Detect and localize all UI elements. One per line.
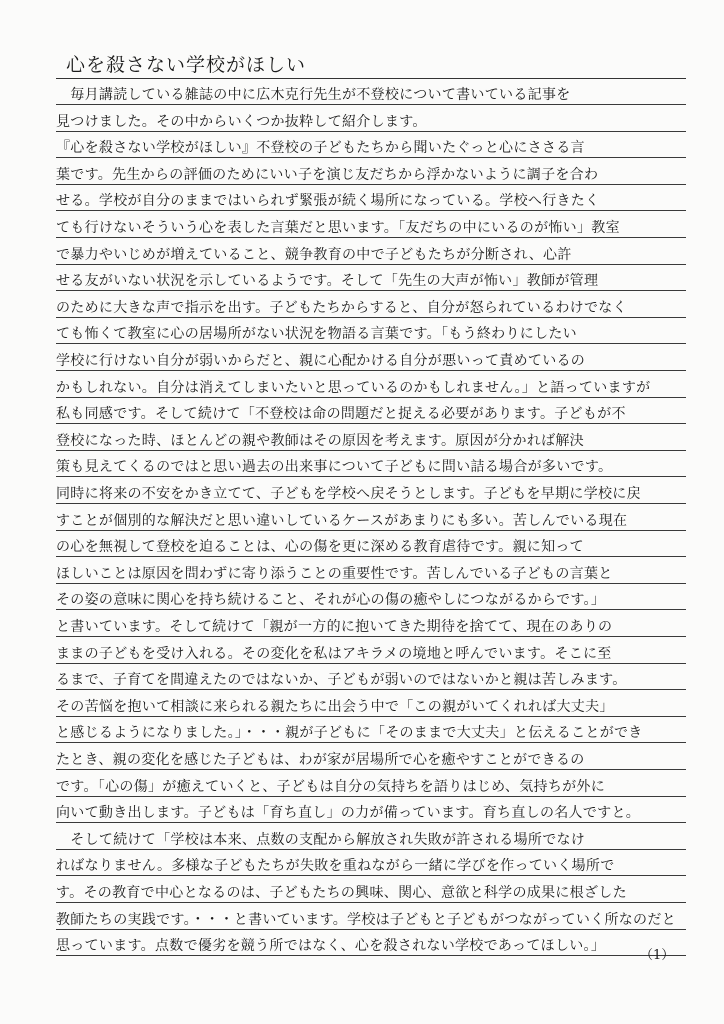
ruled-line [56,716,686,717]
text-line: 策も見えてくるのではと思い過去の出来事について子どもに問い詰る場合が多いです。 [56,459,613,476]
text-line: ままの子どもを受け入れる。その変化を私はアキラメの境地と呼んでいます。そこに至 [56,645,612,662]
text-line: のために大きな声で指示を出す。子どもたちからすると、自分が怒られているわけでなく [56,299,627,316]
ruled-line [56,476,686,477]
ruled-line [56,530,686,531]
ruled-line [56,503,686,504]
text-line: 同時に将来の不安をかき立てて、子どもを学校へ戻そうとします。子どもを早期に学校に戻 [56,486,641,502]
ruled-line [56,317,686,318]
text-line: その苦悩を抱いて相談に来られる親たちに出会う中で「この親がいてくれれば大丈夫」 [56,698,614,715]
ruled-line [56,663,686,664]
ruled-line [56,157,686,158]
ruled-line [56,397,686,398]
ruled-line [56,556,686,557]
ruled-line [56,689,686,690]
ruled-line [56,929,686,930]
text-line: るまで、子育てを間違えたのではないか、子どもが弱いのではないかと親は苦しみます。 [56,672,627,689]
text-line: せる。学校が自分のままではいられず緊張が続く場所になっている。学校へ行きたく [56,193,600,210]
text-line: と書いています。そして続けて「親が一方的に抱いてきた期待を捨てて、現在のありの [56,619,613,635]
text-line: 『心を殺さない学校がほしい』不登校の子どもたちから聞いたぐっと心にささる言 [56,140,585,157]
ruled-line [56,583,686,584]
text-line: 登校になった時、ほとんどの親や教師はその原因を考えます。原因が分かれば解決 [56,432,584,449]
text-line: 毎月講読している雑誌の中に広木克行先生が不登校について書いている記事を [56,87,571,103]
text-line: の心を無視して登校を迫ることは、心の傷を更に深める教育虐待です。親に知って [56,539,584,556]
ruled-line [56,423,686,424]
text-line: 私も同感です。そして続けて「不登校は命の問題だと捉える必要があります。子どもが不 [56,406,626,423]
title-underline [56,78,686,79]
text-line: 見つけました。その中からいくつか抜粋して紹介します。 [56,113,427,130]
page-title: 心を殺さない学校がほしい [66,54,307,76]
ruled-line [56,769,686,770]
ruled-line [56,849,686,850]
text-line: ても行けないそういう心を表した言葉だと思います。「友だちの中にいるのが怖い」教室 [56,220,620,236]
text-line: 葉です。先生からの評価のためにいい子を演じ友だちから浮かないように調子を合わ [56,166,599,183]
text-line: その姿の意味に関心を持ち続けること、それが心の傷の癒やしにつながるからです。」 [56,592,606,609]
ruled-line [56,796,686,797]
ruled-line [56,636,686,637]
text-line: ても怖くて教室に心の居場所がない状況を物語る言葉です。「もう終わりにしたい [56,326,577,343]
ruled-line [56,104,686,105]
text-line: す。その教育で中心となるのは、子どもたちの興味、関心、意欲と科学の成果に根ざした [56,885,627,901]
ruled-line [56,290,686,291]
ruled-line [56,609,686,610]
ruled-line [56,343,686,344]
ruled-line [56,237,686,238]
text-line: かもしれない。自分は消えてしまいたいと思っているのかもしれません。」と語っていますが [56,379,651,396]
text-line: せる友がいない状況を示しているようです。そして「先生の大声が怖い」教師が管理 [56,273,599,290]
ruled-line [56,875,686,876]
text-line: と感じるようになりました。」・・・親が子どもに「そのままで大丈夫」と伝えることができ [56,725,643,742]
text-line: 思っています。点数で優劣を競う所ではなく、心を殺されない学校であってほしい。」 [56,938,606,955]
text-line: で暴力やいじめが増えていること、競争教育の中で子どもたちが分断され、心許 [56,246,572,263]
text-line: すことが個別的な解決だと思い違いしているケースがあまりにも多い。苦しんでいる現在 [56,512,628,529]
ruled-line [56,902,686,903]
ruled-line [56,955,686,956]
ruled-line [56,742,686,743]
text-line: そして続けて「学校は本来、点数の支配から解放され失敗が許される場所でなけ [56,831,586,848]
ruled-line [56,184,686,185]
text-line: ればなりません。多様な子どもたちが失敗を重ねながら一緒に学びを作っていく場所で [56,858,615,875]
text-line: 教師たちの実践です。・・・と書いています。学校は子どもと子どもがつながっていく所なのだと [56,911,676,928]
text-line: たとき、親の変化を感じた子どもは、わが家が居場所で心を癒やすことができるの [56,752,585,768]
ruled-line [56,822,686,823]
ruled-line [56,210,686,211]
ruled-line [56,131,686,132]
text-line: 学校に行けない自分が弱いからだと、親に心配かける自分が悪いって責めているの [56,353,586,369]
ruled-line [56,450,686,451]
page-number: （1） [640,948,675,963]
text-line: です。「心の傷」が癒えていくと、子どもは自分の気持ちを語りはじめ、気持ちが外に [56,778,606,795]
ruled-line [56,264,686,265]
text-line: 向いて動き出します。子どもは「育ち直し」の力が備っています。育ち直しの名人ですと。 [56,805,641,822]
ruled-line [56,370,686,371]
text-line: ほしいことは原因を問わずに寄り添うことの重要性です。苦しんでいる子どもの言葉と [56,565,613,582]
